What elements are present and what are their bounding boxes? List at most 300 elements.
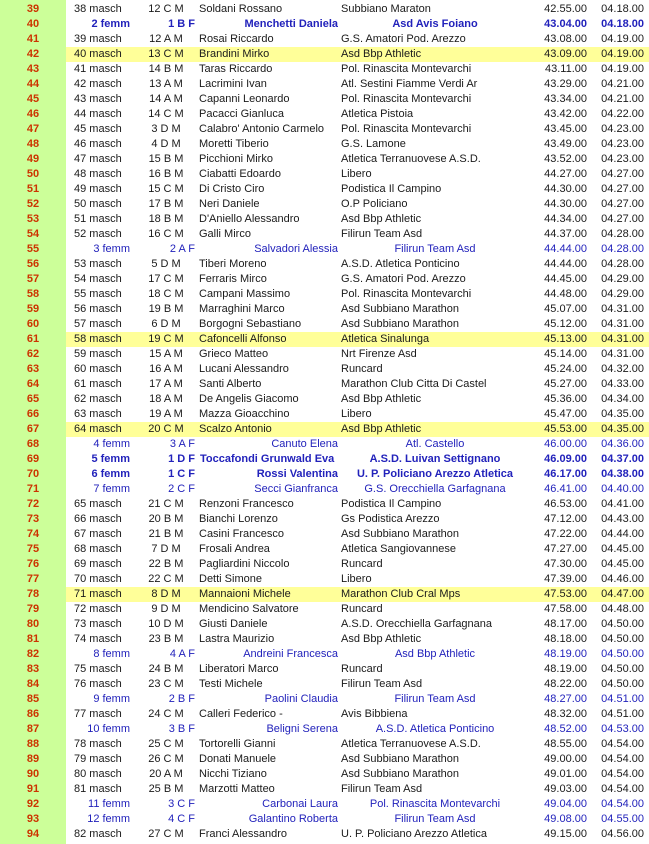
athlete-name-cell: Toccafondi Grunwald Eva <box>200 453 335 465</box>
gender-rank-cell: 72 masch <box>74 603 122 615</box>
category-cell: 13 A M <box>149 78 183 90</box>
team-cell: Libero <box>341 408 372 420</box>
team-cell: Asd Bbp Athletic <box>394 648 476 660</box>
position-cell: 57 <box>26 273 40 285</box>
result-row <box>0 152 649 167</box>
team-cell: U. P. Policiano Arezzo Atletica <box>356 468 514 480</box>
finish-time-cell: 45.53.00 <box>544 423 587 435</box>
category-cell: 1 B F <box>168 18 195 30</box>
athlete-name-cell: Borgogni Sebastiano <box>199 318 302 330</box>
pace-cell: 04.48.00 <box>601 603 644 615</box>
gender-rank-cell: 68 masch <box>74 543 122 555</box>
result-row <box>0 167 649 182</box>
team-cell: Libero <box>341 573 372 585</box>
result-row <box>0 2 649 17</box>
finish-time-cell: 46.17.00 <box>544 468 587 480</box>
result-row <box>0 392 649 407</box>
category-cell: 4 A F <box>169 648 195 660</box>
finish-time-cell: 44.37.00 <box>544 228 587 240</box>
gender-rank-cell: 44 masch <box>74 108 122 120</box>
position-cell: 47 <box>26 123 40 135</box>
finish-time-cell: 42.55.00 <box>544 3 587 15</box>
position-cell: 72 <box>26 498 40 510</box>
pace-cell: 04.27.00 <box>601 183 644 195</box>
pace-cell: 04.56.00 <box>601 828 644 840</box>
position-cell: 41 <box>26 33 40 45</box>
pace-cell: 04.22.00 <box>601 108 644 120</box>
pace-cell: 04.45.00 <box>601 543 644 555</box>
athlete-name-cell: Renzoni Francesco <box>199 498 294 510</box>
category-cell: 1 C F <box>168 468 195 480</box>
category-cell: 19 C M <box>148 333 184 345</box>
pace-cell: 04.27.00 <box>601 198 644 210</box>
result-row <box>0 737 649 752</box>
category-cell: 12 C M <box>148 3 184 15</box>
pace-cell: 04.50.00 <box>601 648 644 660</box>
category-cell: 6 D M <box>151 318 181 330</box>
gender-rank-cell: 61 masch <box>74 378 122 390</box>
finish-time-cell: 43.04.00 <box>544 18 587 30</box>
position-cell: 40 <box>26 18 40 30</box>
finish-time-cell: 46.09.00 <box>544 453 587 465</box>
position-cell: 86 <box>26 708 40 720</box>
team-cell: Asd Avis Foiano <box>392 18 478 30</box>
athlete-name-cell: Giusti Daniele <box>199 618 268 630</box>
position-cell: 79 <box>26 603 40 615</box>
result-row <box>0 512 649 527</box>
position-cell: 54 <box>26 228 40 240</box>
athlete-name-cell: Mazza Gioacchino <box>199 408 290 420</box>
team-cell: Libero <box>341 168 372 180</box>
team-cell: Runcard <box>341 603 383 615</box>
pace-cell: 04.47.00 <box>601 588 644 600</box>
team-cell: Filirun Team Asd <box>394 243 476 255</box>
position-cell: 53 <box>26 213 40 225</box>
athlete-name-cell: Moretti Tiberio <box>199 138 269 150</box>
gender-rank-cell: 58 masch <box>74 333 122 345</box>
finish-time-cell: 45.36.00 <box>544 393 587 405</box>
finish-time-cell: 45.13.00 <box>544 333 587 345</box>
pace-cell: 04.19.00 <box>601 33 644 45</box>
gender-rank-cell: 9 femm <box>93 693 130 705</box>
gender-rank-cell: 40 masch <box>74 48 122 60</box>
athlete-name-cell: Soldani Rossano <box>199 3 283 15</box>
team-cell: Atletica Sinalunga <box>341 333 430 345</box>
position-cell: 91 <box>26 783 40 795</box>
gender-rank-cell: 5 femm <box>91 453 130 465</box>
result-row <box>0 542 649 557</box>
position-cell: 87 <box>26 723 40 735</box>
pace-cell: 04.54.00 <box>601 768 644 780</box>
team-cell: Runcard <box>341 663 383 675</box>
finish-time-cell: 43.52.00 <box>544 153 587 165</box>
gender-rank-cell: 59 masch <box>74 348 122 360</box>
category-cell: 17 B M <box>148 198 184 210</box>
result-row <box>0 602 649 617</box>
result-row <box>0 707 649 722</box>
team-cell: Asd Subbiano Marathon <box>341 768 460 780</box>
result-row <box>0 677 649 692</box>
result-row <box>0 257 649 272</box>
result-row <box>0 797 649 812</box>
position-cell: 43 <box>26 63 40 75</box>
finish-time-cell: 45.27.00 <box>544 378 587 390</box>
gender-rank-cell: 55 masch <box>74 288 122 300</box>
gender-rank-cell: 2 femm <box>91 18 130 30</box>
team-cell: G.S. Lamone <box>341 138 406 150</box>
category-cell: 27 C M <box>148 828 184 840</box>
category-cell: 1 D F <box>168 453 195 465</box>
athlete-name-cell: Capanni Leonardo <box>199 93 290 105</box>
result-row <box>0 437 649 452</box>
result-row <box>0 587 649 602</box>
finish-time-cell: 48.19.00 <box>544 663 587 675</box>
gender-rank-cell: 62 masch <box>74 393 122 405</box>
category-cell: 18 C M <box>148 288 184 300</box>
team-cell: Asd Subbiano Marathon <box>341 528 460 540</box>
team-cell: Atletica Pistoia <box>341 108 414 120</box>
gender-rank-cell: 45 masch <box>74 123 122 135</box>
finish-time-cell: 45.07.00 <box>544 303 587 315</box>
finish-time-cell: 48.18.00 <box>544 633 587 645</box>
team-cell: Atl. Sestini Fiamme Verdi Ar <box>341 78 478 90</box>
result-row <box>0 17 649 32</box>
category-cell: 7 D M <box>151 543 181 555</box>
gender-rank-cell: 42 masch <box>74 78 122 90</box>
gender-rank-cell: 10 femm <box>87 723 130 735</box>
athlete-name-cell: Menchetti Daniela <box>244 18 338 30</box>
category-cell: 19 A M <box>149 408 183 420</box>
gender-rank-cell: 3 femm <box>93 243 130 255</box>
position-cell: 66 <box>26 408 40 420</box>
result-row <box>0 527 649 542</box>
pace-cell: 04.50.00 <box>601 663 644 675</box>
finish-time-cell: 49.03.00 <box>544 783 587 795</box>
pace-cell: 04.46.00 <box>601 573 644 585</box>
team-cell: Atl. Castello <box>405 438 465 450</box>
position-cell: 70 <box>26 468 40 480</box>
position-cell: 81 <box>26 633 40 645</box>
athlete-name-cell: Bianchi Lorenzo <box>199 513 278 525</box>
result-row <box>0 752 649 767</box>
team-cell: Marathon Club Cral Mps <box>341 588 461 600</box>
gender-rank-cell: 50 masch <box>74 198 122 210</box>
finish-time-cell: 48.27.00 <box>544 693 587 705</box>
pace-cell: 04.54.00 <box>601 753 644 765</box>
pace-cell: 04.50.00 <box>601 678 644 690</box>
gender-rank-cell: 66 masch <box>74 513 122 525</box>
category-cell: 20 A M <box>149 768 183 780</box>
category-cell: 16 C M <box>148 228 184 240</box>
category-cell: 5 D M <box>151 258 181 270</box>
position-cell: 90 <box>26 768 40 780</box>
gender-rank-cell: 82 masch <box>74 828 122 840</box>
gender-rank-cell: 70 masch <box>74 573 122 585</box>
category-cell: 19 B M <box>148 303 184 315</box>
gender-rank-cell: 48 masch <box>74 168 122 180</box>
gender-rank-cell: 52 masch <box>74 228 122 240</box>
team-cell: Filirun Team Asd <box>341 678 423 690</box>
team-cell: G.S. Orecchiella Garfagnana <box>364 483 506 495</box>
finish-time-cell: 45.14.00 <box>544 348 587 360</box>
gender-rank-cell: 69 masch <box>74 558 122 570</box>
result-row <box>0 242 649 257</box>
category-cell: 12 A M <box>149 33 183 45</box>
team-cell: Filirun Team Asd <box>341 783 423 795</box>
position-cell: 39 <box>26 3 40 15</box>
pace-cell: 04.23.00 <box>601 123 644 135</box>
team-cell: Pol. Rinascita Montevarchi <box>341 123 472 135</box>
result-row <box>0 647 649 662</box>
team-cell: Runcard <box>341 363 383 375</box>
position-cell: 92 <box>26 798 40 810</box>
team-cell: Runcard <box>341 558 383 570</box>
athlete-name-cell: Brandini Mirko <box>199 48 270 60</box>
result-row <box>0 632 649 647</box>
result-row <box>0 617 649 632</box>
team-cell: A.S.D. Atletica Ponticino <box>341 258 460 270</box>
finish-time-cell: 43.08.00 <box>544 33 587 45</box>
athlete-name-cell: Marzotti Matteo <box>199 783 275 795</box>
finish-time-cell: 47.58.00 <box>544 603 587 615</box>
position-cell: 89 <box>26 753 40 765</box>
gender-rank-cell: 81 masch <box>74 783 122 795</box>
team-cell: Asd Bbp Athletic <box>341 393 422 405</box>
category-cell: 25 B M <box>148 783 184 795</box>
gender-rank-cell: 43 masch <box>74 93 122 105</box>
athlete-name-cell: Calleri Federico - <box>199 708 283 720</box>
athlete-name-cell: Franci Alessandro <box>199 828 288 840</box>
finish-time-cell: 47.39.00 <box>544 573 587 585</box>
category-cell: 17 A M <box>149 378 183 390</box>
finish-time-cell: 45.24.00 <box>544 363 587 375</box>
athlete-name-cell: Lacrimini Ivan <box>199 78 267 90</box>
pace-cell: 04.29.00 <box>601 288 644 300</box>
position-cell: 42 <box>26 48 40 60</box>
gender-rank-cell: 71 masch <box>74 588 122 600</box>
pace-cell: 04.50.00 <box>601 618 644 630</box>
finish-time-cell: 44.30.00 <box>544 183 587 195</box>
position-cell: 84 <box>26 678 40 690</box>
finish-time-cell: 45.47.00 <box>544 408 587 420</box>
finish-time-cell: 43.49.00 <box>544 138 587 150</box>
athlete-name-cell: Detti Simone <box>199 573 262 585</box>
finish-time-cell: 49.01.00 <box>544 768 587 780</box>
position-cell: 49 <box>26 153 40 165</box>
category-cell: 3 A F <box>169 438 195 450</box>
position-cell: 46 <box>26 108 40 120</box>
position-cell: 85 <box>26 693 40 705</box>
pace-cell: 04.33.00 <box>601 378 644 390</box>
team-cell: Asd Subbiano Marathon <box>341 753 460 765</box>
finish-time-cell: 47.30.00 <box>544 558 587 570</box>
athlete-name-cell: Calabro' Antonio Carmelo <box>199 123 325 135</box>
gender-rank-cell: 74 masch <box>74 633 122 645</box>
team-cell: Nrt Firenze Asd <box>341 348 417 360</box>
gender-rank-cell: 47 masch <box>74 153 122 165</box>
category-cell: 17 C M <box>148 273 184 285</box>
category-cell: 3 B F <box>168 723 195 735</box>
result-row <box>0 227 649 242</box>
pace-cell: 04.18.00 <box>601 3 644 15</box>
team-cell: Asd Subbiano Marathon <box>341 303 460 315</box>
result-row <box>0 77 649 92</box>
pace-cell: 04.54.00 <box>601 783 644 795</box>
athlete-name-cell: Neri Daniele <box>199 198 260 210</box>
gender-rank-cell: 8 femm <box>93 648 130 660</box>
pace-cell: 04.23.00 <box>601 138 644 150</box>
result-row <box>0 197 649 212</box>
pace-cell: 04.31.00 <box>601 318 644 330</box>
result-row <box>0 317 649 332</box>
position-cell: 76 <box>26 558 40 570</box>
results-table <box>0 2 649 842</box>
category-cell: 16 A M <box>149 363 183 375</box>
category-cell: 22 B M <box>148 558 184 570</box>
athlete-name-cell: Casini Francesco <box>199 528 284 540</box>
team-cell: Filirun Team Asd <box>341 228 423 240</box>
finish-time-cell: 44.44.00 <box>544 243 587 255</box>
finish-time-cell: 43.45.00 <box>544 123 587 135</box>
position-cell: 80 <box>26 618 40 630</box>
athlete-name-cell: De Angelis Giacomo <box>199 393 299 405</box>
pace-cell: 04.36.00 <box>601 438 644 450</box>
result-row <box>0 482 649 497</box>
pace-cell: 04.23.00 <box>601 153 644 165</box>
athlete-name-cell: Frosali Andrea <box>199 543 270 555</box>
finish-time-cell: 48.52.00 <box>544 723 587 735</box>
finish-time-cell: 49.00.00 <box>544 753 587 765</box>
result-row <box>0 827 649 842</box>
position-cell: 62 <box>26 348 40 360</box>
pace-cell: 04.55.00 <box>601 813 644 825</box>
athlete-name-cell: Tortorelli Gianni <box>199 738 276 750</box>
gender-rank-cell: 76 masch <box>74 678 122 690</box>
position-cell: 59 <box>26 303 40 315</box>
category-cell: 23 B M <box>148 633 184 645</box>
gender-rank-cell: 56 masch <box>74 303 122 315</box>
category-cell: 25 C M <box>148 738 184 750</box>
athlete-name-cell: Galli Mirco <box>199 228 251 240</box>
result-row <box>0 362 649 377</box>
gender-rank-cell: 79 masch <box>74 753 122 765</box>
athlete-name-cell: Rosai Riccardo <box>199 33 274 45</box>
position-cell: 58 <box>26 288 40 300</box>
athlete-name-cell: Pagliardini Niccolo <box>199 558 290 570</box>
athlete-name-cell: Testi Michele <box>199 678 263 690</box>
category-cell: 22 C M <box>148 573 184 585</box>
position-cell: 63 <box>26 363 40 375</box>
category-cell: 20 B M <box>148 513 184 525</box>
pace-cell: 04.27.00 <box>601 213 644 225</box>
category-cell: 2 B F <box>168 693 195 705</box>
category-cell: 18 B M <box>148 213 184 225</box>
team-cell: Subbiano Maraton <box>341 3 431 15</box>
athlete-name-cell: Santi Alberto <box>199 378 262 390</box>
finish-time-cell: 48.17.00 <box>544 618 587 630</box>
team-cell: G.S. Amatori Pod. Arezzo <box>341 273 466 285</box>
finish-time-cell: 47.22.00 <box>544 528 587 540</box>
team-cell: Gs Podistica Arezzo <box>341 513 440 525</box>
finish-time-cell: 43.42.00 <box>544 108 587 120</box>
finish-time-cell: 44.34.00 <box>544 213 587 225</box>
finish-time-cell: 44.27.00 <box>544 168 587 180</box>
pace-cell: 04.45.00 <box>601 558 644 570</box>
team-cell: Pol. Rinascita Montevarchi <box>369 798 501 810</box>
pace-cell: 04.31.00 <box>601 333 644 345</box>
category-cell: 13 C M <box>148 48 184 60</box>
category-cell: 16 B M <box>148 168 184 180</box>
team-cell: O.P Policiano <box>341 198 408 210</box>
athlete-name-cell: Paolini Claudia <box>264 693 338 705</box>
team-cell: Podistica Il Campino <box>341 498 442 510</box>
category-cell: 2 C F <box>168 483 195 495</box>
athlete-name-cell: Scalzo Antonio <box>199 423 272 435</box>
pace-cell: 04.28.00 <box>601 243 644 255</box>
team-cell: Atletica Terranuovese A.S.D. <box>341 738 481 750</box>
finish-time-cell: 43.11.00 <box>544 63 587 75</box>
pace-cell: 04.51.00 <box>601 708 644 720</box>
athlete-name-cell: Ferraris Mirco <box>199 273 267 285</box>
athlete-name-cell: Beligni Serena <box>266 723 338 735</box>
category-cell: 14 A M <box>149 93 183 105</box>
athlete-name-cell: Canuto Elena <box>271 438 338 450</box>
gender-rank-cell: 63 masch <box>74 408 122 420</box>
position-cell: 93 <box>26 813 40 825</box>
position-cell: 71 <box>26 483 40 495</box>
athlete-name-cell: Grieco Matteo <box>199 348 269 360</box>
athlete-name-cell: Campani Massimo <box>199 288 291 300</box>
pace-cell: 04.19.00 <box>601 63 644 75</box>
position-cell: 73 <box>26 513 40 525</box>
category-cell: 15 B M <box>148 153 184 165</box>
gender-rank-cell: 67 masch <box>74 528 122 540</box>
gender-rank-cell: 41 masch <box>74 63 122 75</box>
result-row <box>0 347 649 362</box>
pace-cell: 04.31.00 <box>601 348 644 360</box>
category-cell: 3 C F <box>168 798 195 810</box>
pace-cell: 04.54.00 <box>601 738 644 750</box>
result-row <box>0 302 649 317</box>
gender-rank-cell: 65 masch <box>74 498 122 510</box>
category-cell: 14 C M <box>148 108 184 120</box>
finish-time-cell: 47.53.00 <box>544 588 587 600</box>
gender-rank-cell: 75 masch <box>74 663 122 675</box>
finish-time-cell: 44.44.00 <box>544 258 587 270</box>
finish-time-cell: 49.15.00 <box>544 828 587 840</box>
position-cell: 78 <box>26 588 40 600</box>
category-cell: 4 D M <box>151 138 181 150</box>
result-row <box>0 422 649 437</box>
category-cell: 23 C M <box>148 678 184 690</box>
category-cell: 21 C M <box>148 498 184 510</box>
position-cell: 94 <box>26 828 40 840</box>
result-row <box>0 722 649 737</box>
position-cell: 52 <box>26 198 40 210</box>
finish-time-cell: 43.34.00 <box>544 93 587 105</box>
position-cell: 68 <box>26 438 40 450</box>
result-row <box>0 407 649 422</box>
pace-cell: 04.43.00 <box>601 513 644 525</box>
position-cell: 51 <box>26 183 40 195</box>
position-cell: 50 <box>26 168 40 180</box>
pace-cell: 04.40.00 <box>601 483 644 495</box>
position-cell: 44 <box>26 78 40 90</box>
athlete-name-cell: Marraghini Marco <box>199 303 285 315</box>
position-cell: 82 <box>26 648 40 660</box>
gender-rank-cell: 54 masch <box>74 273 122 285</box>
team-cell: A.S.D. Orecchiella Garfagnana <box>341 618 493 630</box>
